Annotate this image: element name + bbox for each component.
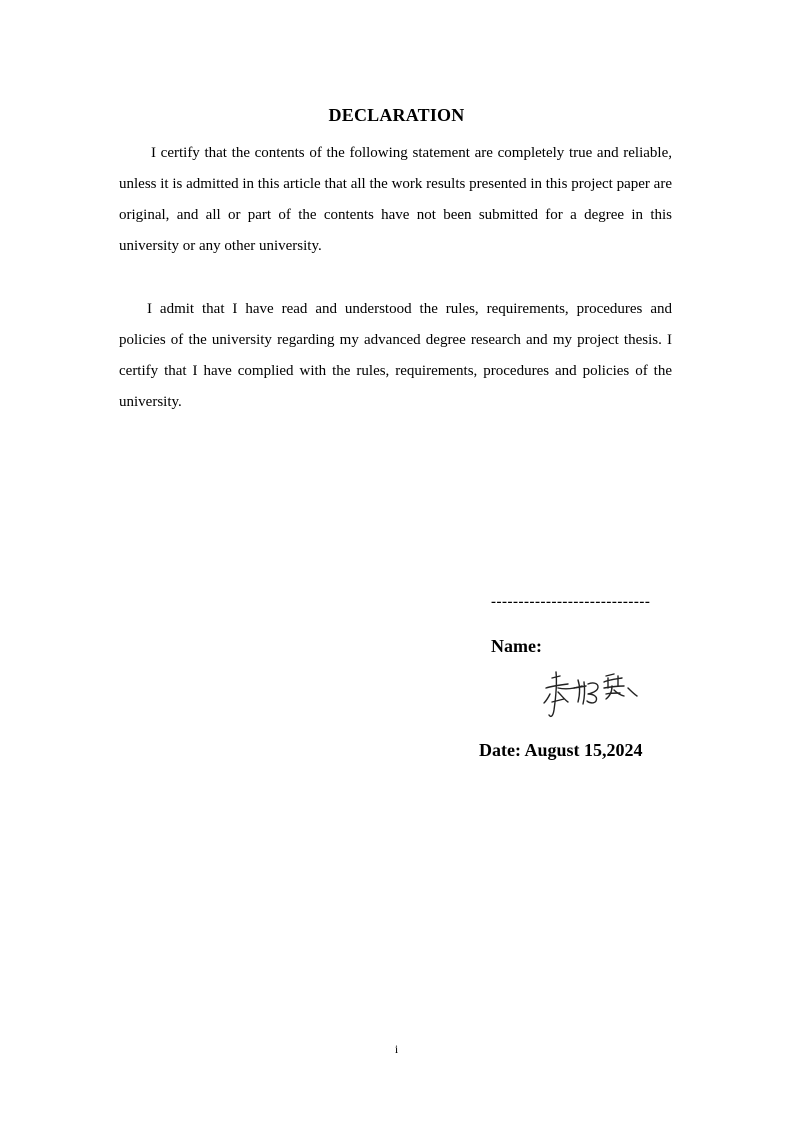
declaration-paragraph-2 bbox=[119, 294, 672, 418]
handwritten-signature bbox=[538, 666, 648, 726]
declaration-paragraph-1 bbox=[119, 138, 672, 262]
page-title: DECLARATION bbox=[328, 105, 465, 125]
name-label: Name: bbox=[491, 636, 542, 656]
date-line: Date: August 15,2024 bbox=[479, 740, 643, 760]
paragraph-2-text: I admit that I have read and understood the rules, requirements, procedures and policies of the university regarding my advanced degree research and my project thesis. I certify that I have complied with the rules, requirements, procedures and policies of the university. bbox=[119, 301, 672, 410]
page-number: i bbox=[394, 1042, 399, 1056]
paragraph-1-text: I certify that the contents of the following statement are completely true and reliable, unless it is admitted in this article that all the work results presented in this project paper are original, and all or part of the contents have not been submitted for a degree in this university or any other university. bbox=[119, 145, 672, 254]
signature-line: ----------------------------- bbox=[491, 594, 651, 610]
